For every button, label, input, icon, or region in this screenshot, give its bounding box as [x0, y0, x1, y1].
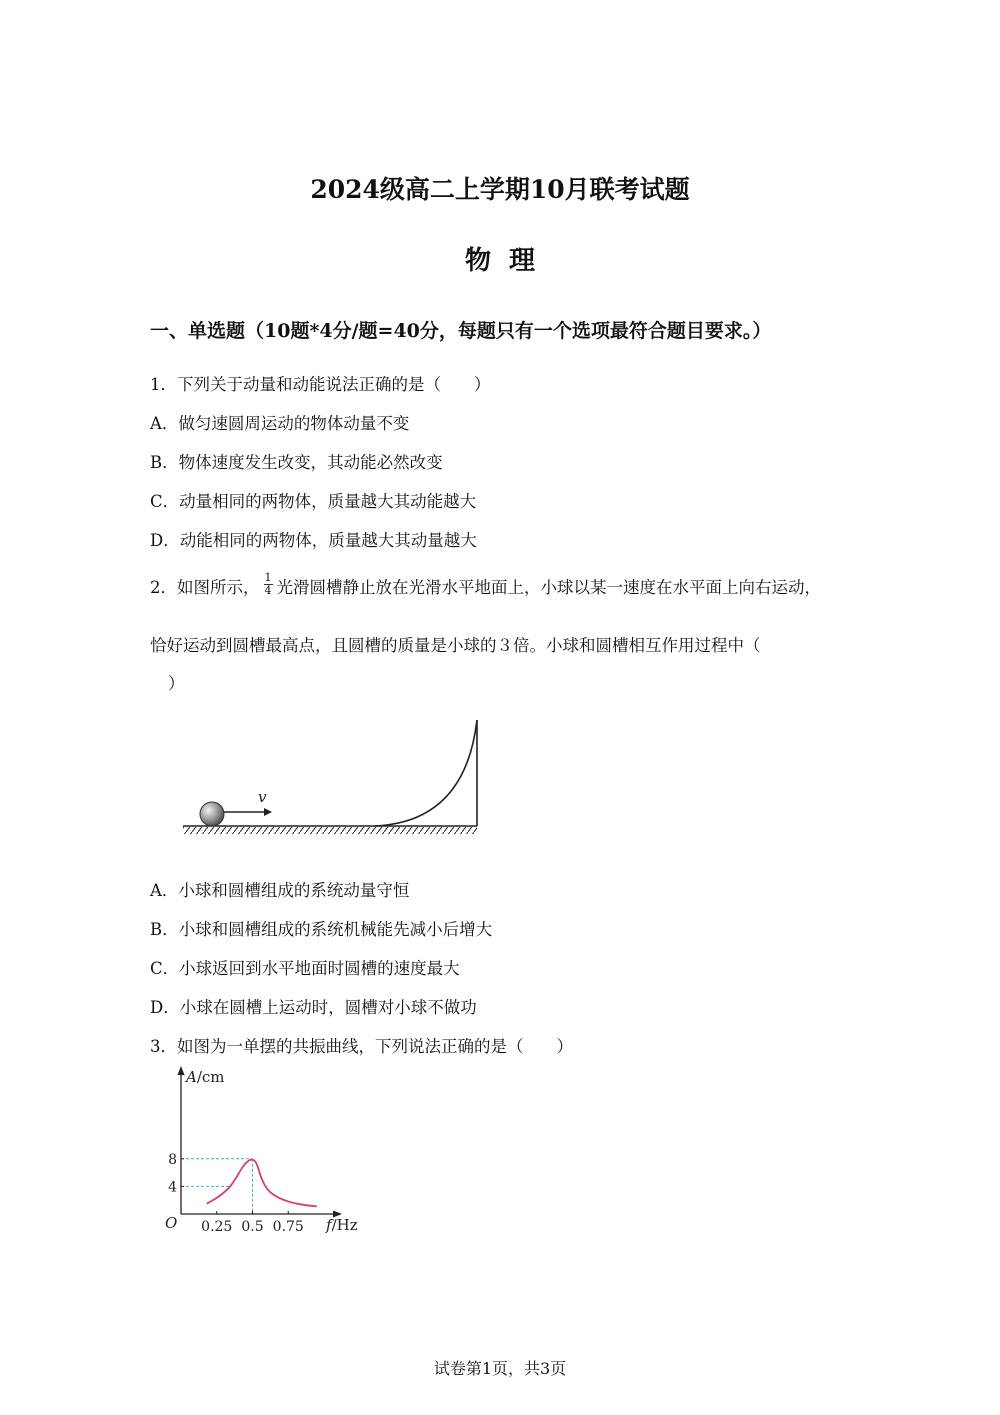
y-axis — [178, 1066, 185, 1214]
y-tick-label: 8 — [168, 1151, 177, 1168]
x-tick-label: 0.25 — [201, 1219, 233, 1235]
x-axis-variable: f — [326, 1216, 332, 1234]
q2-stem-line3: ） — [168, 674, 185, 693]
q2-figure — [180, 712, 490, 842]
q1-option-d: D．动能相同的两物体，质量越大其动量越大 — [150, 531, 477, 550]
q2-option-d: D．小球在圆槽上运动时，圆槽对小球不做功 — [150, 998, 477, 1017]
quarter-fraction — [264, 572, 273, 597]
q3-stem: 3．如图为一单摆的共振曲线，下列说法正确的是（ ） — [150, 1037, 573, 1056]
origin-label: O — [165, 1214, 178, 1232]
y-axis-label — [184, 1068, 225, 1086]
x-tick-label: 0.5 — [241, 1219, 264, 1235]
q1-option-b: B．物体速度发生改变，其动能必然改变 — [150, 453, 443, 472]
curved-groove — [375, 720, 477, 826]
section-heading: 一、单选题（10题*4分/题=40分，每题只有一个选项最符合题目要求。） — [150, 320, 772, 342]
fraction-numerator: 1 — [264, 571, 272, 584]
page-footer: 试卷第1页，共3页 — [433, 1359, 567, 1378]
velocity-arrow — [224, 808, 272, 816]
x-axis-unit: /Hz — [331, 1216, 358, 1234]
ground-line — [183, 826, 477, 834]
x-axis-label — [325, 1216, 358, 1234]
q1-stem: 1．下列关于动量和动能说法正确的是（ ） — [150, 375, 491, 394]
q2-stem-prefix: 2．如图所示， — [150, 578, 260, 597]
ball — [200, 802, 224, 826]
x-axis — [181, 1211, 342, 1218]
q2-stem-line1 — [150, 571, 821, 601]
y-axis-unit: /cm — [196, 1068, 225, 1086]
q1-option-a: A．做匀速圆周运动的物体动量不变 — [150, 414, 410, 433]
q1-option-c: C．动量相同的两物体，质量越大其动能越大 — [150, 492, 477, 511]
exam-title: 2024级高二上学期10月联考试题 — [310, 175, 690, 204]
q2-option-c: C．小球返回到水平地面时圆槽的速度最大 — [150, 959, 460, 978]
axis-ticks — [168, 1152, 304, 1235]
fraction-denominator: 4 — [264, 584, 272, 597]
x-tick-label: 0.75 — [272, 1219, 304, 1235]
velocity-label: v — [258, 788, 267, 806]
resonance-chart — [160, 1062, 370, 1242]
q2-stem-rest: 光滑圆槽静止放在光滑水平地面上，小球以某一速度在水平面上向右运动， — [276, 578, 821, 597]
y-axis-variable: A — [186, 1068, 197, 1086]
resonance-curve — [207, 1160, 317, 1207]
q2-option-a: A．小球和圆槽组成的系统动量守恒 — [150, 881, 410, 900]
subject-title: 物理 — [464, 246, 553, 276]
y-tick-label: 4 — [168, 1179, 177, 1196]
q2-option-b: B．小球和圆槽组成的系统机械能先减小后增大 — [150, 920, 493, 939]
q2-stem-line2: 恰好运动到圆槽最高点，且圆槽的质量是小球的３倍。小球和圆槽相互作用过程中（ — [150, 636, 761, 655]
